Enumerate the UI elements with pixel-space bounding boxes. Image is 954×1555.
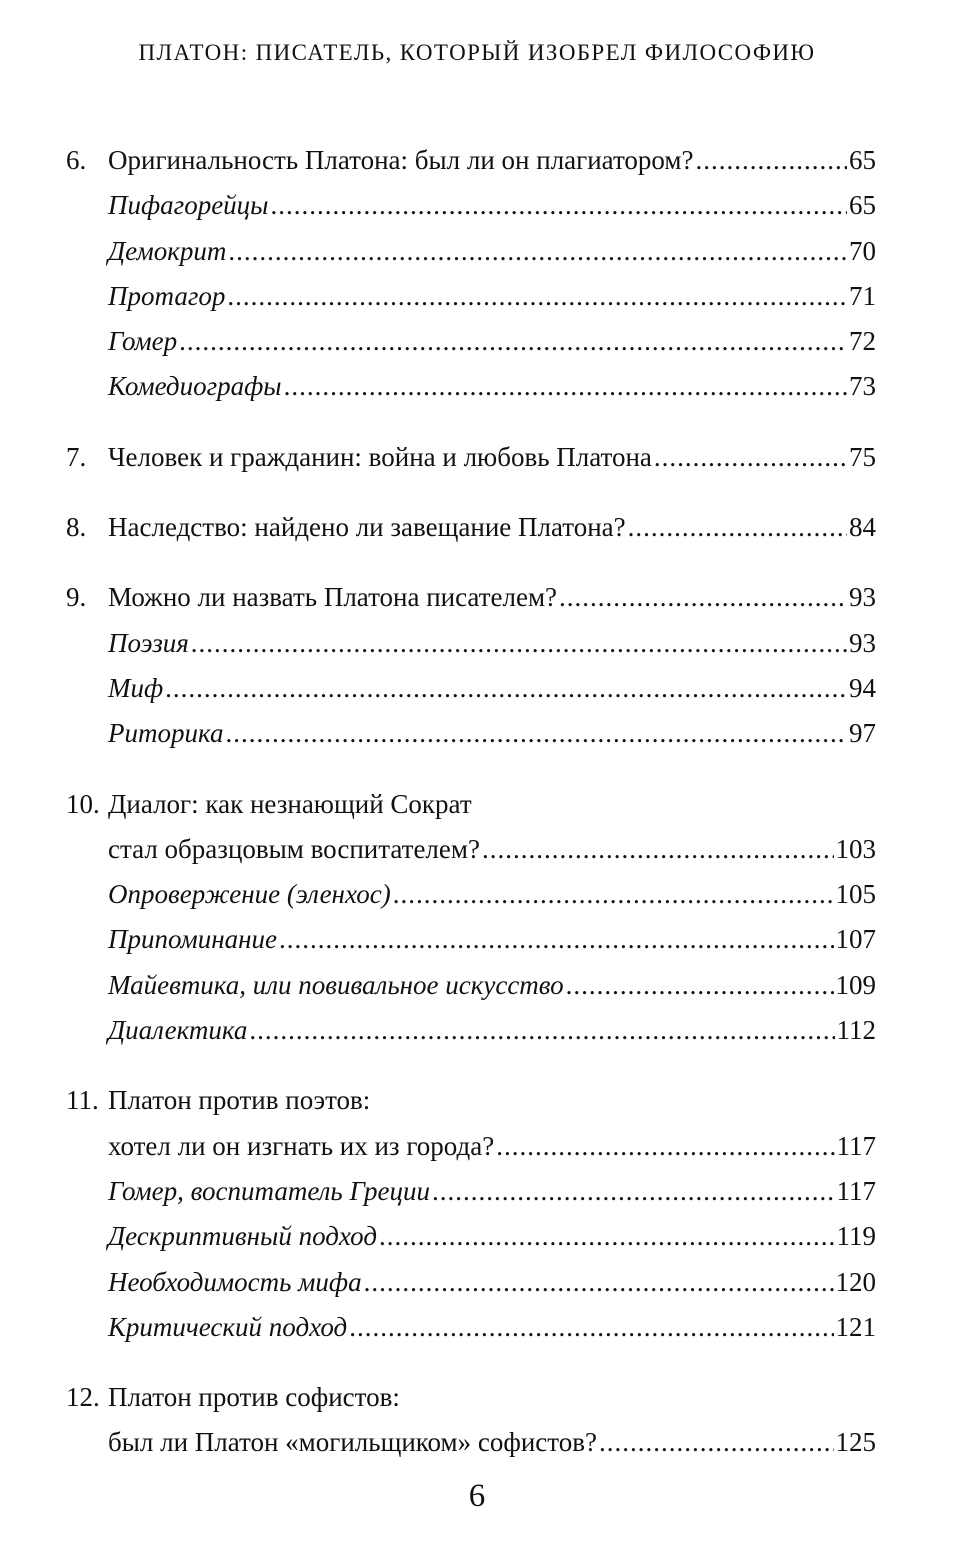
toc-section-row[interactable] [66, 274, 876, 319]
chapter-gap [66, 1053, 876, 1078]
dot-leader [349, 1305, 833, 1350]
chapter-number: 12. [66, 1382, 100, 1413]
chapter-title: Человек и гражданин: война и любовь Платона [108, 441, 652, 472]
toc-section-row[interactable] [66, 1169, 876, 1214]
dot-leader [496, 1124, 834, 1169]
dot-leader [364, 1260, 834, 1305]
section-title: Критический подход [108, 1311, 348, 1342]
toc-chapter [66, 782, 876, 1054]
section-page: 97 [849, 718, 876, 749]
page-number: 6 [468, 1478, 486, 1514]
toc-section-row[interactable] [66, 1260, 876, 1305]
dot-leader [179, 319, 847, 364]
section-title: Миф [108, 672, 164, 703]
section-title: Гомер [108, 326, 178, 357]
chapter-number: 6. [66, 145, 87, 175]
dot-leader [284, 364, 847, 409]
section-page: 112 [836, 1015, 876, 1046]
section-page: 120 [835, 1266, 876, 1297]
chapter-page: 93 [849, 582, 876, 613]
dot-leader [249, 1008, 834, 1053]
chapter-title: Можно ли назвать Платона писателем? [108, 582, 558, 613]
chapter-number: 7. [66, 441, 87, 472]
dot-leader [379, 1214, 835, 1259]
toc-section-row[interactable] [66, 666, 876, 711]
chapter-page: 103 [835, 833, 876, 864]
toc-section-row[interactable] [66, 1305, 876, 1350]
chapter-title: Наследство: найдено ли завещание Платона? [108, 512, 626, 543]
dot-leader [225, 711, 847, 756]
dot-leader [432, 1169, 834, 1214]
section-page: 93 [849, 627, 876, 658]
section-page: 70 [849, 235, 876, 266]
section-page: 119 [836, 1221, 876, 1252]
section-page: 94 [849, 672, 876, 703]
toc-chapter-row[interactable] [66, 575, 876, 620]
section-page: 73 [849, 371, 876, 402]
section-title: Демокрит [108, 235, 227, 266]
section-page: 105 [835, 879, 876, 910]
toc-section-row[interactable] [66, 183, 876, 228]
toc-chapter-row[interactable] [66, 435, 876, 480]
toc-section-row[interactable] [66, 621, 876, 666]
chapter-gap [66, 550, 876, 575]
chapter-number: 8. [66, 512, 87, 543]
dot-leader [191, 621, 847, 666]
toc-section-row[interactable] [66, 229, 876, 274]
chapter-gap [66, 1350, 876, 1375]
chapter-title: хотел ли он изгнать их из города? [108, 1130, 495, 1161]
section-page: 109 [835, 969, 876, 1000]
section-page: 121 [835, 1311, 876, 1342]
dot-leader [559, 575, 847, 620]
section-title: Майевтика, или повивальное искусство [108, 969, 564, 1000]
toc-section-row[interactable] [66, 917, 876, 962]
chapter-title: стал образцовым воспитателем? [108, 833, 480, 864]
section-page: 71 [849, 280, 876, 311]
chapter-gap [66, 480, 876, 505]
toc-section-row[interactable] [66, 319, 876, 364]
chapter-number: 9. [66, 582, 87, 613]
toc-chapter-row[interactable] [66, 1420, 876, 1465]
toc-chapter-row [66, 1078, 876, 1123]
toc-chapter-row[interactable] [66, 827, 876, 872]
table-of-contents [66, 138, 876, 1466]
dot-leader [227, 274, 847, 319]
toc-chapter-row[interactable] [66, 138, 876, 183]
chapter-page: 125 [835, 1427, 876, 1458]
running-header: ПЛАТОН: ПИСАТЕЛЬ, КОТОРЫЙ ИЗОБРЕЛ ФИЛОСОФИЮ [138, 40, 816, 65]
section-title: Диалектика [108, 1015, 248, 1046]
dot-leader [393, 872, 834, 917]
dot-leader [228, 229, 847, 274]
chapter-title: Оригинальность Платона: был ли он плагиатором? [108, 145, 694, 175]
section-title: Опровержение (эленхос) [108, 879, 391, 910]
section-title: Протагор [108, 280, 226, 311]
chapter-page: 65 [849, 145, 876, 175]
dot-leader [482, 827, 834, 872]
toc-chapter-row [66, 782, 876, 827]
section-title: Риторика [108, 718, 224, 749]
toc-chapter [66, 138, 876, 410]
section-title: Пифагорейцы [108, 190, 269, 221]
section-title: Дескриптивный подход [108, 1221, 377, 1252]
dot-leader [599, 1420, 834, 1465]
dot-leader [279, 917, 834, 962]
toc-chapter [66, 505, 876, 550]
dot-leader [566, 963, 834, 1008]
dot-leader [695, 138, 847, 183]
toc-section-row[interactable] [66, 711, 876, 756]
toc-chapter-row[interactable] [66, 1124, 876, 1169]
dot-leader [270, 183, 847, 228]
toc-chapter [66, 1078, 876, 1350]
section-title: Припоминание [108, 924, 277, 955]
chapter-title: Платон против софистов: [108, 1382, 400, 1413]
chapter-number: 10. [66, 788, 100, 819]
section-title: Гомер, воспитатель Греции [108, 1175, 431, 1206]
section-page: 107 [835, 924, 876, 955]
dot-leader [628, 505, 847, 550]
toc-section-row[interactable] [66, 364, 876, 409]
toc-chapter [66, 575, 876, 756]
chapter-title: Платон против поэтов: [108, 1085, 371, 1116]
chapter-title: был ли Платон «могильщиком» софистов? [108, 1427, 597, 1458]
chapter-number: 11. [66, 1085, 99, 1116]
section-page: 72 [849, 326, 876, 357]
toc-section-row[interactable] [66, 963, 876, 1008]
chapter-title: Диалог: как незнающий Сократ [108, 788, 472, 819]
chapter-page: 117 [836, 1130, 876, 1161]
dot-leader [165, 666, 847, 711]
chapter-gap [66, 410, 876, 435]
section-title: Поэзия [108, 627, 189, 658]
chapter-gap [66, 757, 876, 782]
dot-leader [654, 435, 847, 480]
chapter-page: 84 [849, 512, 876, 543]
toc-section-row[interactable] [66, 872, 876, 917]
toc-section-row[interactable] [66, 1008, 876, 1053]
section-title: Комедиографы [108, 371, 282, 402]
section-page: 117 [836, 1175, 876, 1206]
toc-chapter-row [66, 1375, 876, 1420]
toc-chapter [66, 435, 876, 480]
section-title: Необходимость мифа [108, 1266, 362, 1297]
section-page: 65 [849, 190, 876, 221]
toc-chapter-row[interactable] [66, 505, 876, 550]
toc-chapter [66, 1375, 876, 1466]
chapter-page: 75 [849, 441, 876, 472]
toc-section-row[interactable] [66, 1214, 876, 1259]
